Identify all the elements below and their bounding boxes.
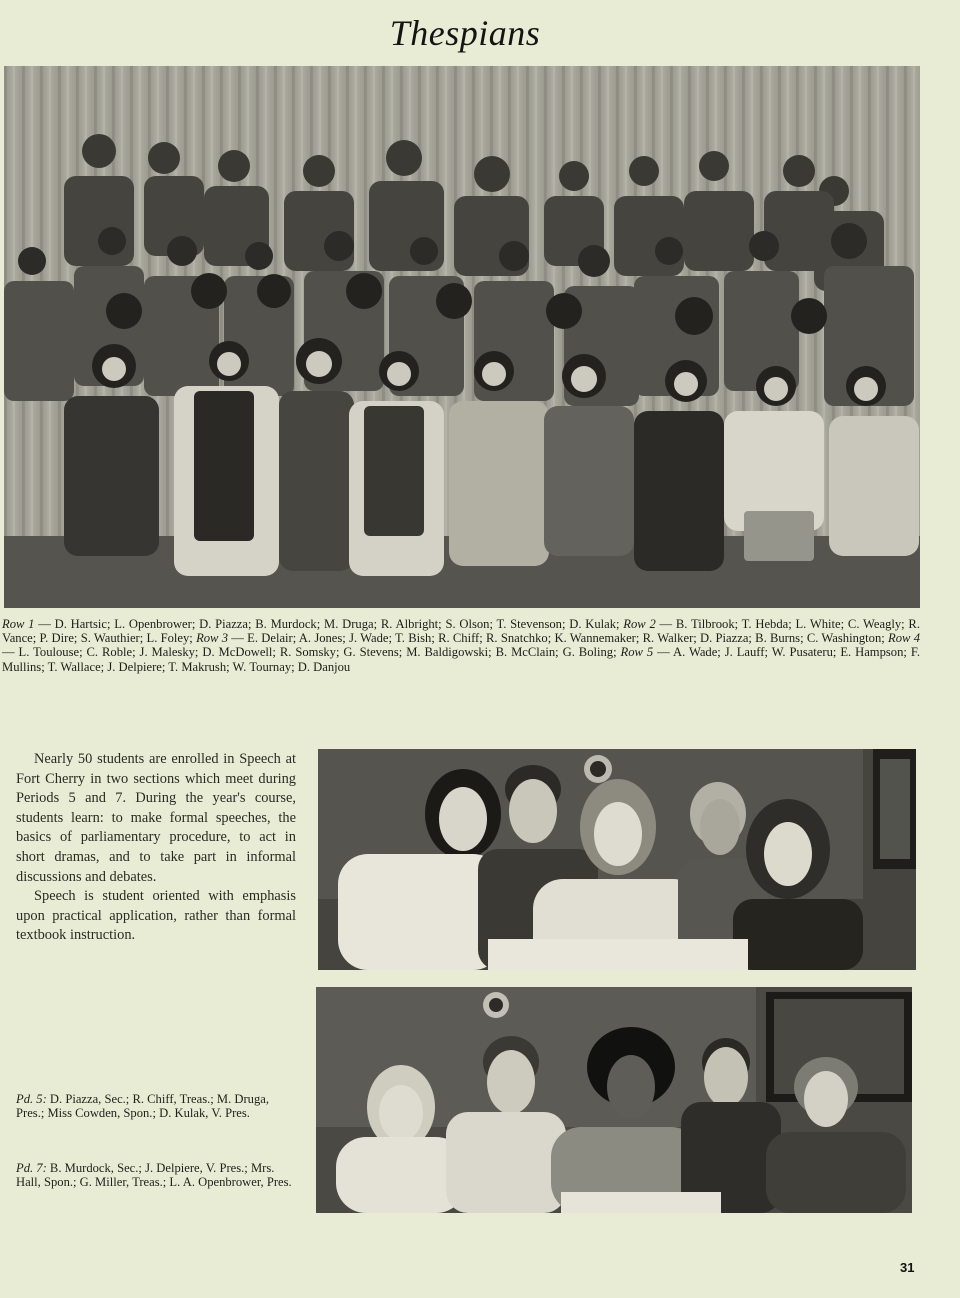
period-7-officers: B. Murdock, Sec.; J. Delpiere, V. Pres.; Mrs. Hall, Spon.; G. Miller, Treas.; L. A. Openbrower, Pres. xyxy=(16,1161,292,1190)
body-paragraph-2: Speech is student oriented with emphasis upon practical application, rather than formal textbook instruction. xyxy=(16,888,296,944)
row5-names: — A. Wade; J. Lauff; W. Pusateru; E. Hampson; F. Mullins; T. Wallace; J. Delpiere; T. Makrush; W. Tournay; D. Danjou xyxy=(2,645,920,674)
period-7-caption xyxy=(16,1161,298,1190)
speech-photo-2-image xyxy=(316,987,912,1213)
period-5-caption xyxy=(16,1092,298,1121)
row2-names: — B. Tilbrook; T. Hebda; L. White; C. Weagly; R. Vance; P. Dire; S. Wauthier; L. Foley; xyxy=(2,617,920,646)
group-photo xyxy=(4,66,920,608)
row4-label: Row 4 xyxy=(888,631,921,646)
page-number: 31 xyxy=(900,1260,915,1275)
row1-names: — D. Hartsic; L. Openbrower; D. Piazza; B. Murdock; M. Druga; R. Albright; S. Olson; T. Stevenson; D. Kulak; xyxy=(34,617,624,631)
period-7-label: Pd. 7: xyxy=(16,1161,47,1175)
speech-class-photo-period-5 xyxy=(318,749,916,970)
row5-label: Row 5 xyxy=(620,645,654,660)
period-5-officers: D. Piazza, Sec.; R. Chiff, Treas.; M. Druga, Pres.; Miss Cowden, Spon.; D. Kulak, V. Pres. xyxy=(16,1092,270,1121)
body-text xyxy=(16,750,296,946)
row3-label: Row 3 xyxy=(196,631,229,646)
group-photo-caption xyxy=(2,617,920,674)
row1-label: Row 1 xyxy=(2,617,35,631)
group-photo-image xyxy=(4,66,920,608)
row2-label: Row 2 xyxy=(623,617,656,631)
body-paragraph-1: Nearly 50 students are enrolled in Speech at Fort Cherry in two sections which meet during Periods 5 and 7. During the year's course, students learn: to make formal speeches, the basics of parliamentary procedure, to act in short dramas, and to take part in informal discussions and debates. xyxy=(16,751,296,885)
page-title: Thespians xyxy=(389,13,541,53)
row3-names: — E. Delair; A. Jones; J. Wade; T. Bish; R. Chiff; R. Snatchko; K. Wannemaker; R. Walker; D. Piazza; B. Burns; C. Washington; xyxy=(228,631,889,646)
speech-class-photo-period-7 xyxy=(316,987,912,1213)
speech-photo-1-image xyxy=(318,749,916,970)
period-5-label: Pd. 5: xyxy=(16,1092,47,1106)
row4-names: — L. Toulouse; C. Roble; J. Malesky; D. McDowell; R. Somsky; G. Stevens; M. Baldigowski; B. McClain; G. Boling; xyxy=(2,645,621,660)
